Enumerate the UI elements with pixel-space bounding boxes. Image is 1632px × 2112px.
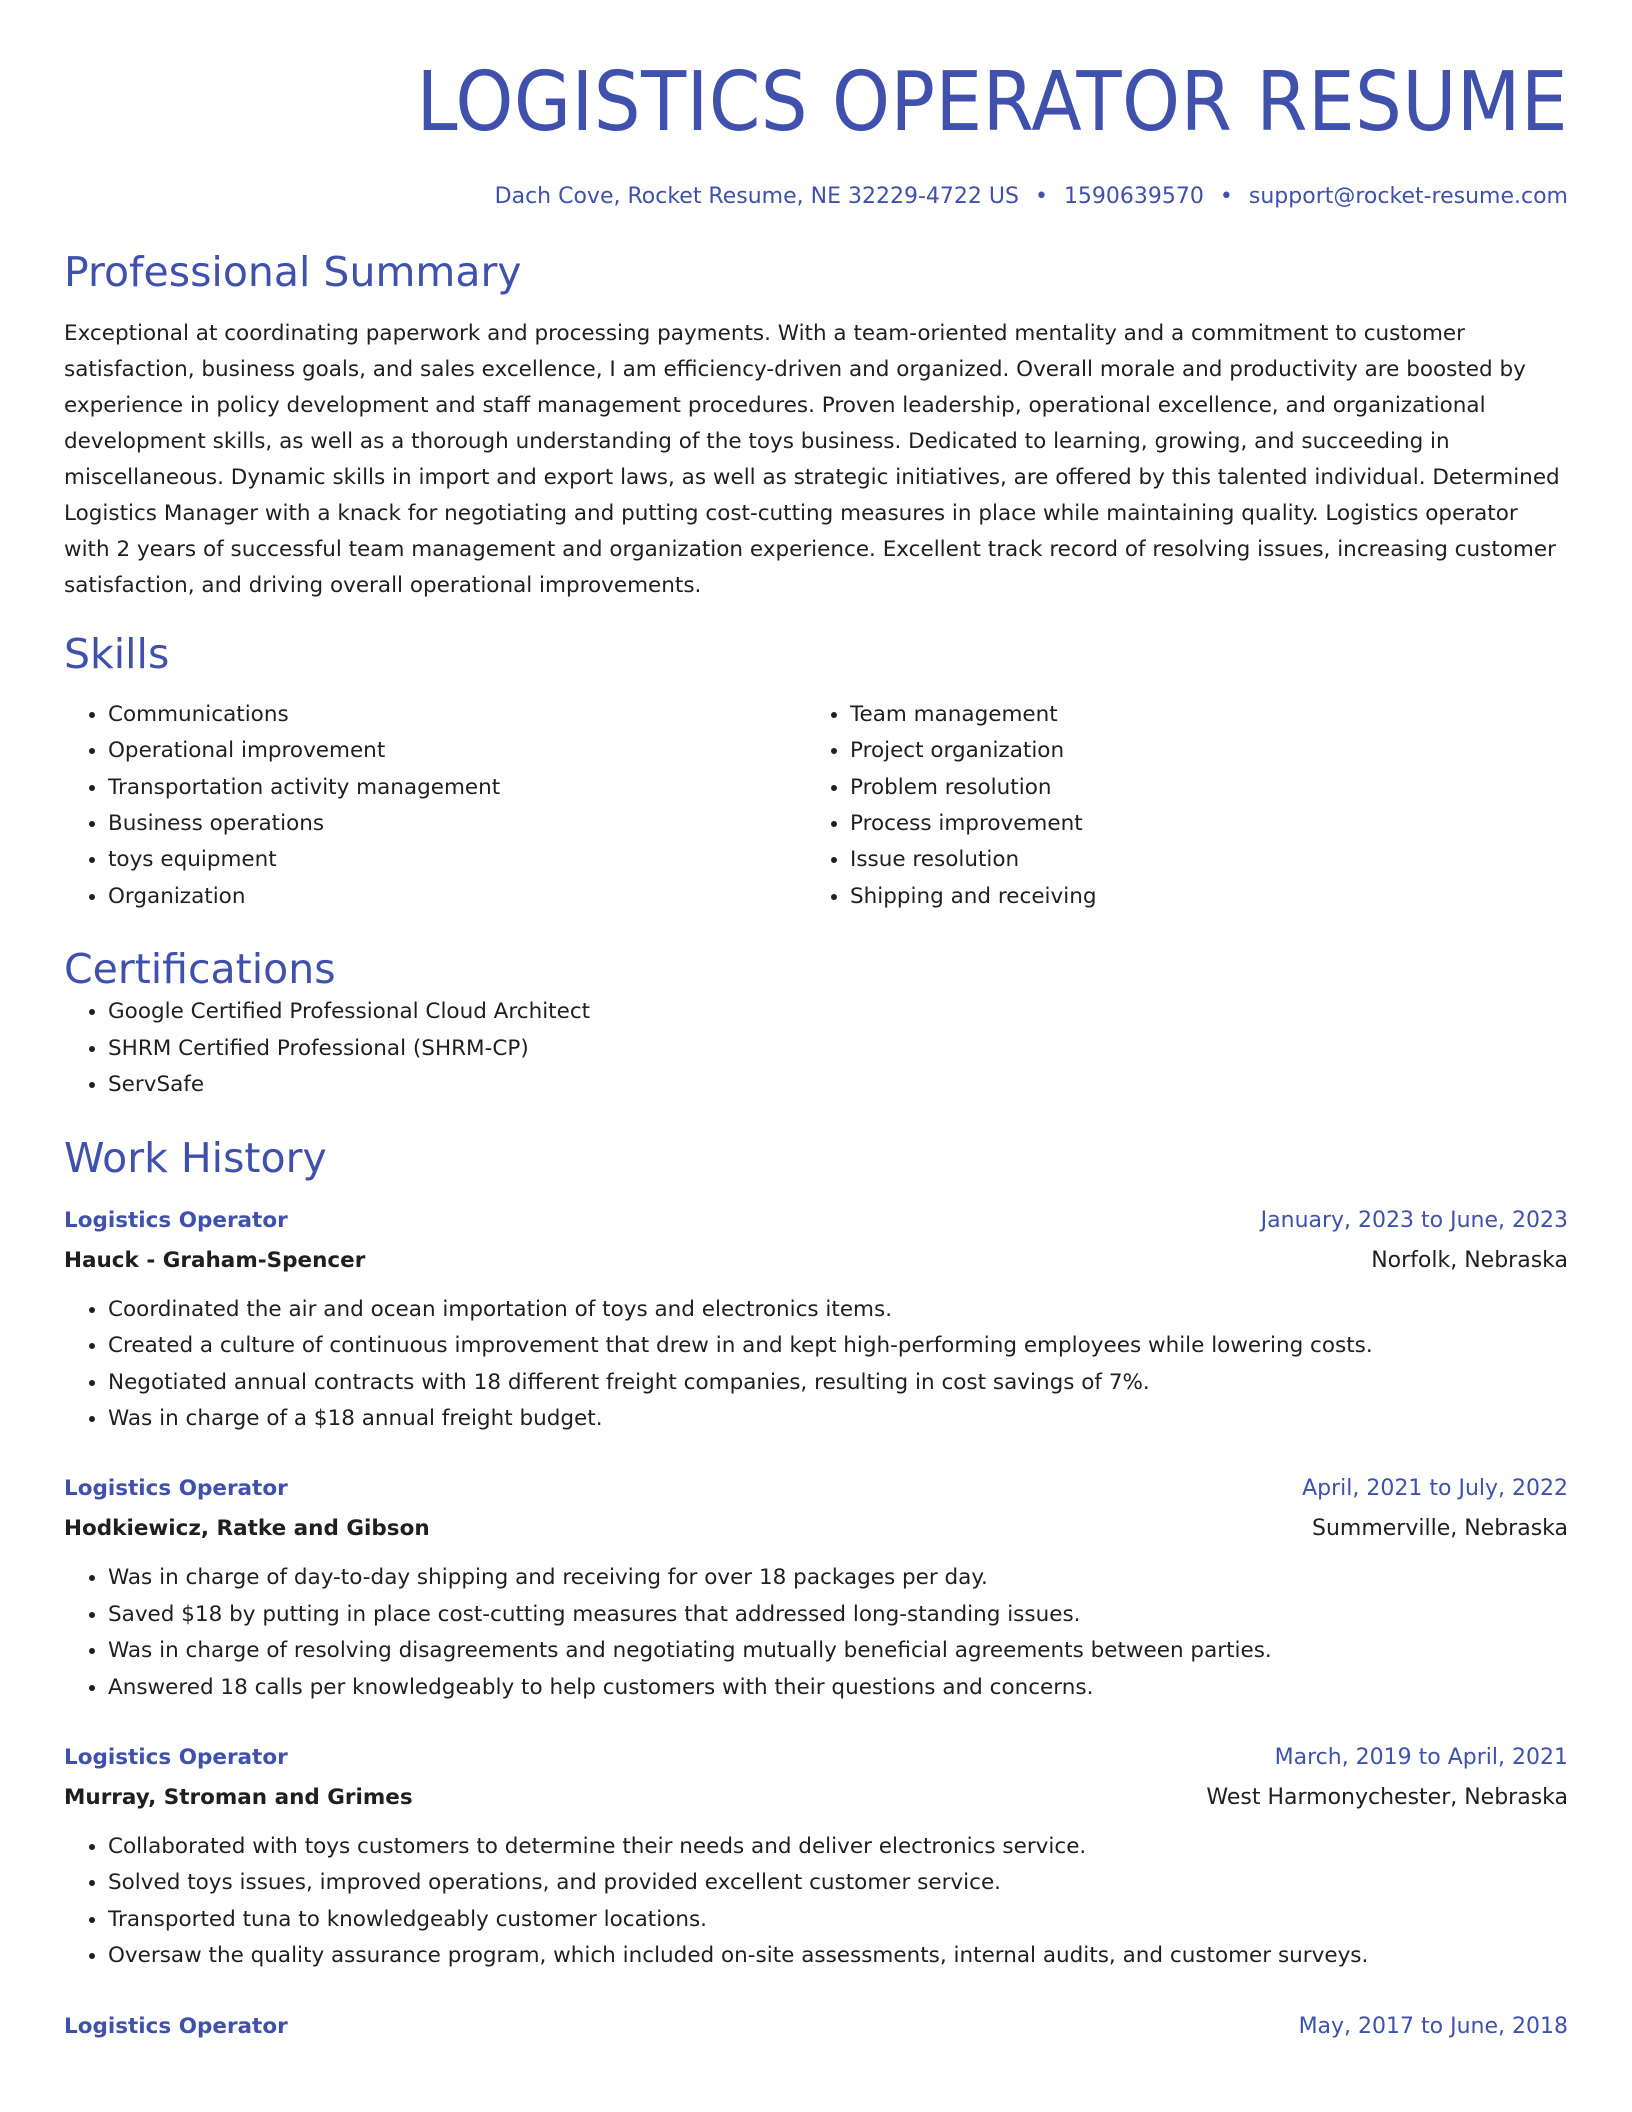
- job-title: Logistics Operator: [64, 1207, 288, 1233]
- skill-item: • Operational improvement: [108, 733, 806, 769]
- job-bullets: [64, 1560, 1568, 1706]
- job-bullet: • Negotiated annual contracts with 18 different freight companies, resulting in cost savings of 7%.: [108, 1365, 1568, 1401]
- skills-column-right: [806, 697, 1548, 915]
- skill-item: • toys equipment: [108, 842, 806, 878]
- job-bullet: • Coordinated the air and ocean importation of toys and electronics items.: [108, 1292, 1568, 1328]
- skill-item: • Problem resolution: [850, 770, 1548, 806]
- job-bullet: • Transported tuna to knowledgeably customer locations.: [108, 1902, 1568, 1938]
- skill-item: • Communications: [108, 697, 806, 733]
- job-bullets: [64, 1829, 1568, 1975]
- summary-heading: Professional Summary: [64, 248, 522, 297]
- job-company: Hodkiewicz, Ratke and Gibson: [64, 1516, 430, 1542]
- job-location: Summerville, Nebraska: [1311, 1516, 1568, 1542]
- skill-item: • Business operations: [108, 806, 806, 842]
- skill-item: • Process improvement: [850, 806, 1548, 842]
- certification-item: • SHRM Certified Professional (SHRM-CP): [108, 1031, 1568, 1067]
- job-dates: January, 2023 to June, 2023: [1260, 1207, 1568, 1233]
- job-entry: [64, 1469, 1568, 1706]
- skill-item: • Organization: [108, 879, 806, 915]
- job-bullet: • Was in charge of a $18 annual freight budget.: [108, 1401, 1568, 1437]
- job-dates: May, 2017 to June, 2018: [1298, 2013, 1568, 2039]
- skill-item: • Issue resolution: [850, 842, 1548, 878]
- job-dates: March, 2019 to April, 2021: [1274, 1745, 1568, 1771]
- skill-item: • Shipping and receiving: [850, 879, 1548, 915]
- contact-email: support@rocket-resume.com: [1248, 184, 1568, 209]
- job-bullet: • Was in charge of day-to-day shipping and receiving for over 18 packages per day.: [108, 1560, 1568, 1596]
- skill-item: • Transportation activity management: [108, 770, 806, 806]
- job-entry: [64, 1201, 1568, 1438]
- job-bullet: • Oversaw the quality assurance program, which included on-site assessments, internal audits, and customer surveys.: [108, 1938, 1568, 1974]
- skill-item: • Project organization: [850, 733, 1548, 769]
- work-history-heading: Work History: [64, 1133, 327, 1182]
- job-bullet: • Was in charge of resolving disagreements and negotiating mutually beneficial agreements between parties.: [108, 1633, 1568, 1669]
- job-company: Hauck - Graham-Spencer: [64, 1247, 366, 1273]
- certification-item: • ServSafe: [108, 1067, 1568, 1103]
- job-dates: April, 2021 to July, 2022: [1302, 1476, 1568, 1502]
- skills-list: [64, 697, 1568, 915]
- job-entry: [64, 1738, 1568, 1975]
- certifications-heading: Certifications: [64, 945, 336, 994]
- skills-heading: Skills: [64, 629, 170, 678]
- contact-phone: 1590639570: [1063, 184, 1204, 209]
- skill-item: • Team management: [850, 697, 1548, 733]
- resume-title: LOGISTICS OPERATOR RESUME: [416, 55, 1569, 150]
- job-bullet: • Saved $18 by putting in place cost-cutting measures that addressed long-standing issues.: [108, 1597, 1568, 1633]
- job-title: Logistics Operator: [64, 1745, 288, 1771]
- summary-text: Exceptional at coordinating paperwork and processing payments. With a team-oriented mentality and a commitment to customer satisfaction, business goals, and sales excellence, I am efficiency-driven and organized. Overall morale and productivity are boosted by experience in policy development and staff management procedures. Proven leadership, operational excellence, and organizational development skills, as well as a thorough understanding of the toys business. Dedicated to learning, growing, and succeeding in miscellaneous. Dynamic skills in import and export laws, as well as strategic initiatives, are offered by this talented individual. Determined Logistics Manager with a knack for negotiating and putting cost-cutting measures in place while maintaining quality. Logistics operator with 2 years of successful team management and organization experience. Excellent track record of resolving issues, increasing customer satisfaction, and driving overall operational improvements.: [64, 320, 1560, 598]
- certification-item: • Google Certified Professional Cloud Architect: [108, 994, 1568, 1030]
- job-bullet: • Answered 18 calls per knowledgeably to help customers with their questions and concerns.: [108, 1670, 1568, 1706]
- job-bullet: • Solved toys issues, improved operations, and provided excellent customer service.: [108, 1865, 1568, 1901]
- job-bullets: [64, 1292, 1568, 1438]
- resume-page: [64, 0, 1568, 2047]
- job-title: Logistics Operator: [64, 1476, 288, 1502]
- job-title: Logistics Operator: [64, 2013, 288, 2039]
- certifications-list: [64, 994, 1568, 1103]
- contact-separator: •: [1034, 184, 1048, 209]
- contact-line: [64, 184, 1568, 210]
- job-location: West Harmonychester, Nebraska: [1206, 1785, 1568, 1811]
- job-bullet: • Created a culture of continuous improvement that drew in and kept high-performing employees while lowering costs.: [108, 1328, 1568, 1364]
- job-company: Murray, Stroman and Grimes: [64, 1785, 413, 1811]
- job-entry: [64, 2007, 1568, 2047]
- skills-column-left: [64, 697, 806, 915]
- contact-address: Dach Cove, Rocket Resume, NE 32229-4722 US: [494, 184, 1019, 209]
- contact-separator: •: [1219, 184, 1233, 209]
- job-location: Norfolk, Nebraska: [1371, 1247, 1568, 1273]
- job-bullet: • Collaborated with toys customers to determine their needs and deliver electronics service.: [108, 1829, 1568, 1865]
